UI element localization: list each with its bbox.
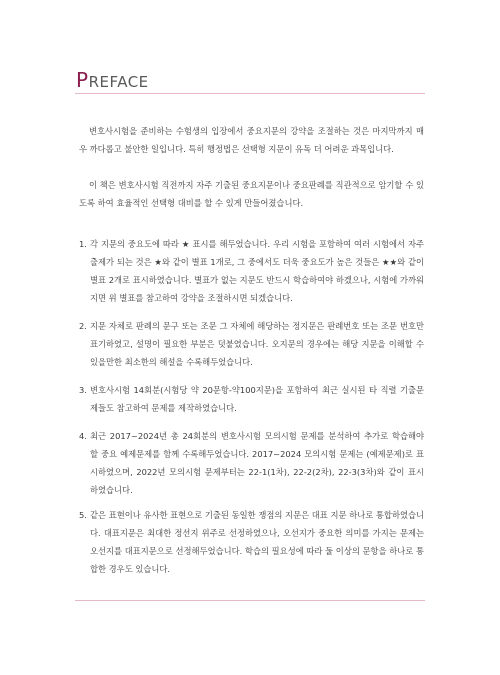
list-item	[79, 506, 424, 578]
list-item-text: 각 지문의 중요도에 따라 ★ 표시를 해두었습니다. 우리 시험을 포함하여 여러 시험에서 자주 출제가 되는 것은 ★와 같이 별표 1개로, 그 중에서도 더욱 중요도가 높은 것들은 ★★와 같이 별표 2개로 표시하였습니다. 별표가 없는 지문도 반드시 학습하여야 하겠으나, 시험에 가까워지면 위 별표를 참고하여 강약을 조절하시면 되겠습니다.	[90, 239, 424, 303]
list-item-text: 지문 자체로 판례의 문구 또는 조문 그 자체에 해당하는 정지문은 판례번호 또는 조문 번호만 표기하였고, 설명이 필요한 부분은 덧붙였습니다. 오지문의 경우에는 해당 지문을 이해할 수 있을만한 최소한의 해설을 수록해두었습니다.	[90, 321, 424, 367]
page-title-rest: REFACE	[88, 73, 149, 91]
list-item	[79, 317, 424, 371]
list-item-number: 5.	[79, 510, 87, 520]
list-item-number: 4.	[79, 431, 87, 441]
intro-paragraph-2	[79, 176, 424, 212]
list-item-text: 최근 2017~2024년 총 24회분의 변호사시험 모의시험 문제를 분석하여 추가로 학습해야 할 중요 예제문제를 함께 수록해두었습니다. 2017~2024 모의시험 문제는 (예제문제)로 표시하였으며, 2022년 모의시험 문제부터는 22-1(1차), 22-2(2차), 22-3(3차)와 같이 표시하였습니다.	[90, 431, 424, 495]
list-item-text: 변호사시험 14회분(시험당 약 20문항-약100지문)을 포함하여 최근 실시된 타 직렬 기출문제들도 참고하여 문제를 제작하였습니다.	[90, 385, 424, 413]
intro-paragraph-1-text: 변호사시험을 준비하는 수험생의 입장에서 중요지문의 강약을 조절하는 것은 마지막까지 매우 까다롭고 불안한 일입니다. 특히 행정법은 선택형 지문이 유독 더 어려운 과목입니다.	[79, 126, 424, 154]
intro-paragraph-1	[79, 122, 424, 158]
bottom-divider	[75, 600, 425, 601]
list-item	[79, 427, 424, 499]
list-item	[79, 235, 424, 307]
list-item-text: 같은 표현이나 유사한 표현으로 기출된 동일한 쟁점의 지문은 대표 지문 하나로 통합하였습니다. 대표지문은 최대한 정선지 위주로 선정하였으나, 오선지가 중요한 의미를 가지는 문제는 오선지를 대표지문으로 선정해두었습니다. 학습의 필요성에 따라 둘 이상의 문항을 하나로 통합한 경우도 있습니다.	[90, 510, 424, 574]
list-item-number: 2.	[79, 321, 87, 331]
page-title-initial: P	[76, 68, 89, 92]
list-item-number: 1.	[79, 239, 87, 249]
list-item-number: 3.	[79, 385, 87, 395]
top-divider	[75, 93, 425, 94]
intro-paragraph-2-text: 이 책은 변호사시험 직전까지 자주 기출된 중요지문이나 중요판례를 직관적으로 암기할 수 있도록 하여 효율적인 선택형 대비를 할 수 있게 만들어졌습니다.	[79, 180, 424, 208]
page-title	[76, 70, 149, 92]
list-item	[79, 381, 424, 417]
